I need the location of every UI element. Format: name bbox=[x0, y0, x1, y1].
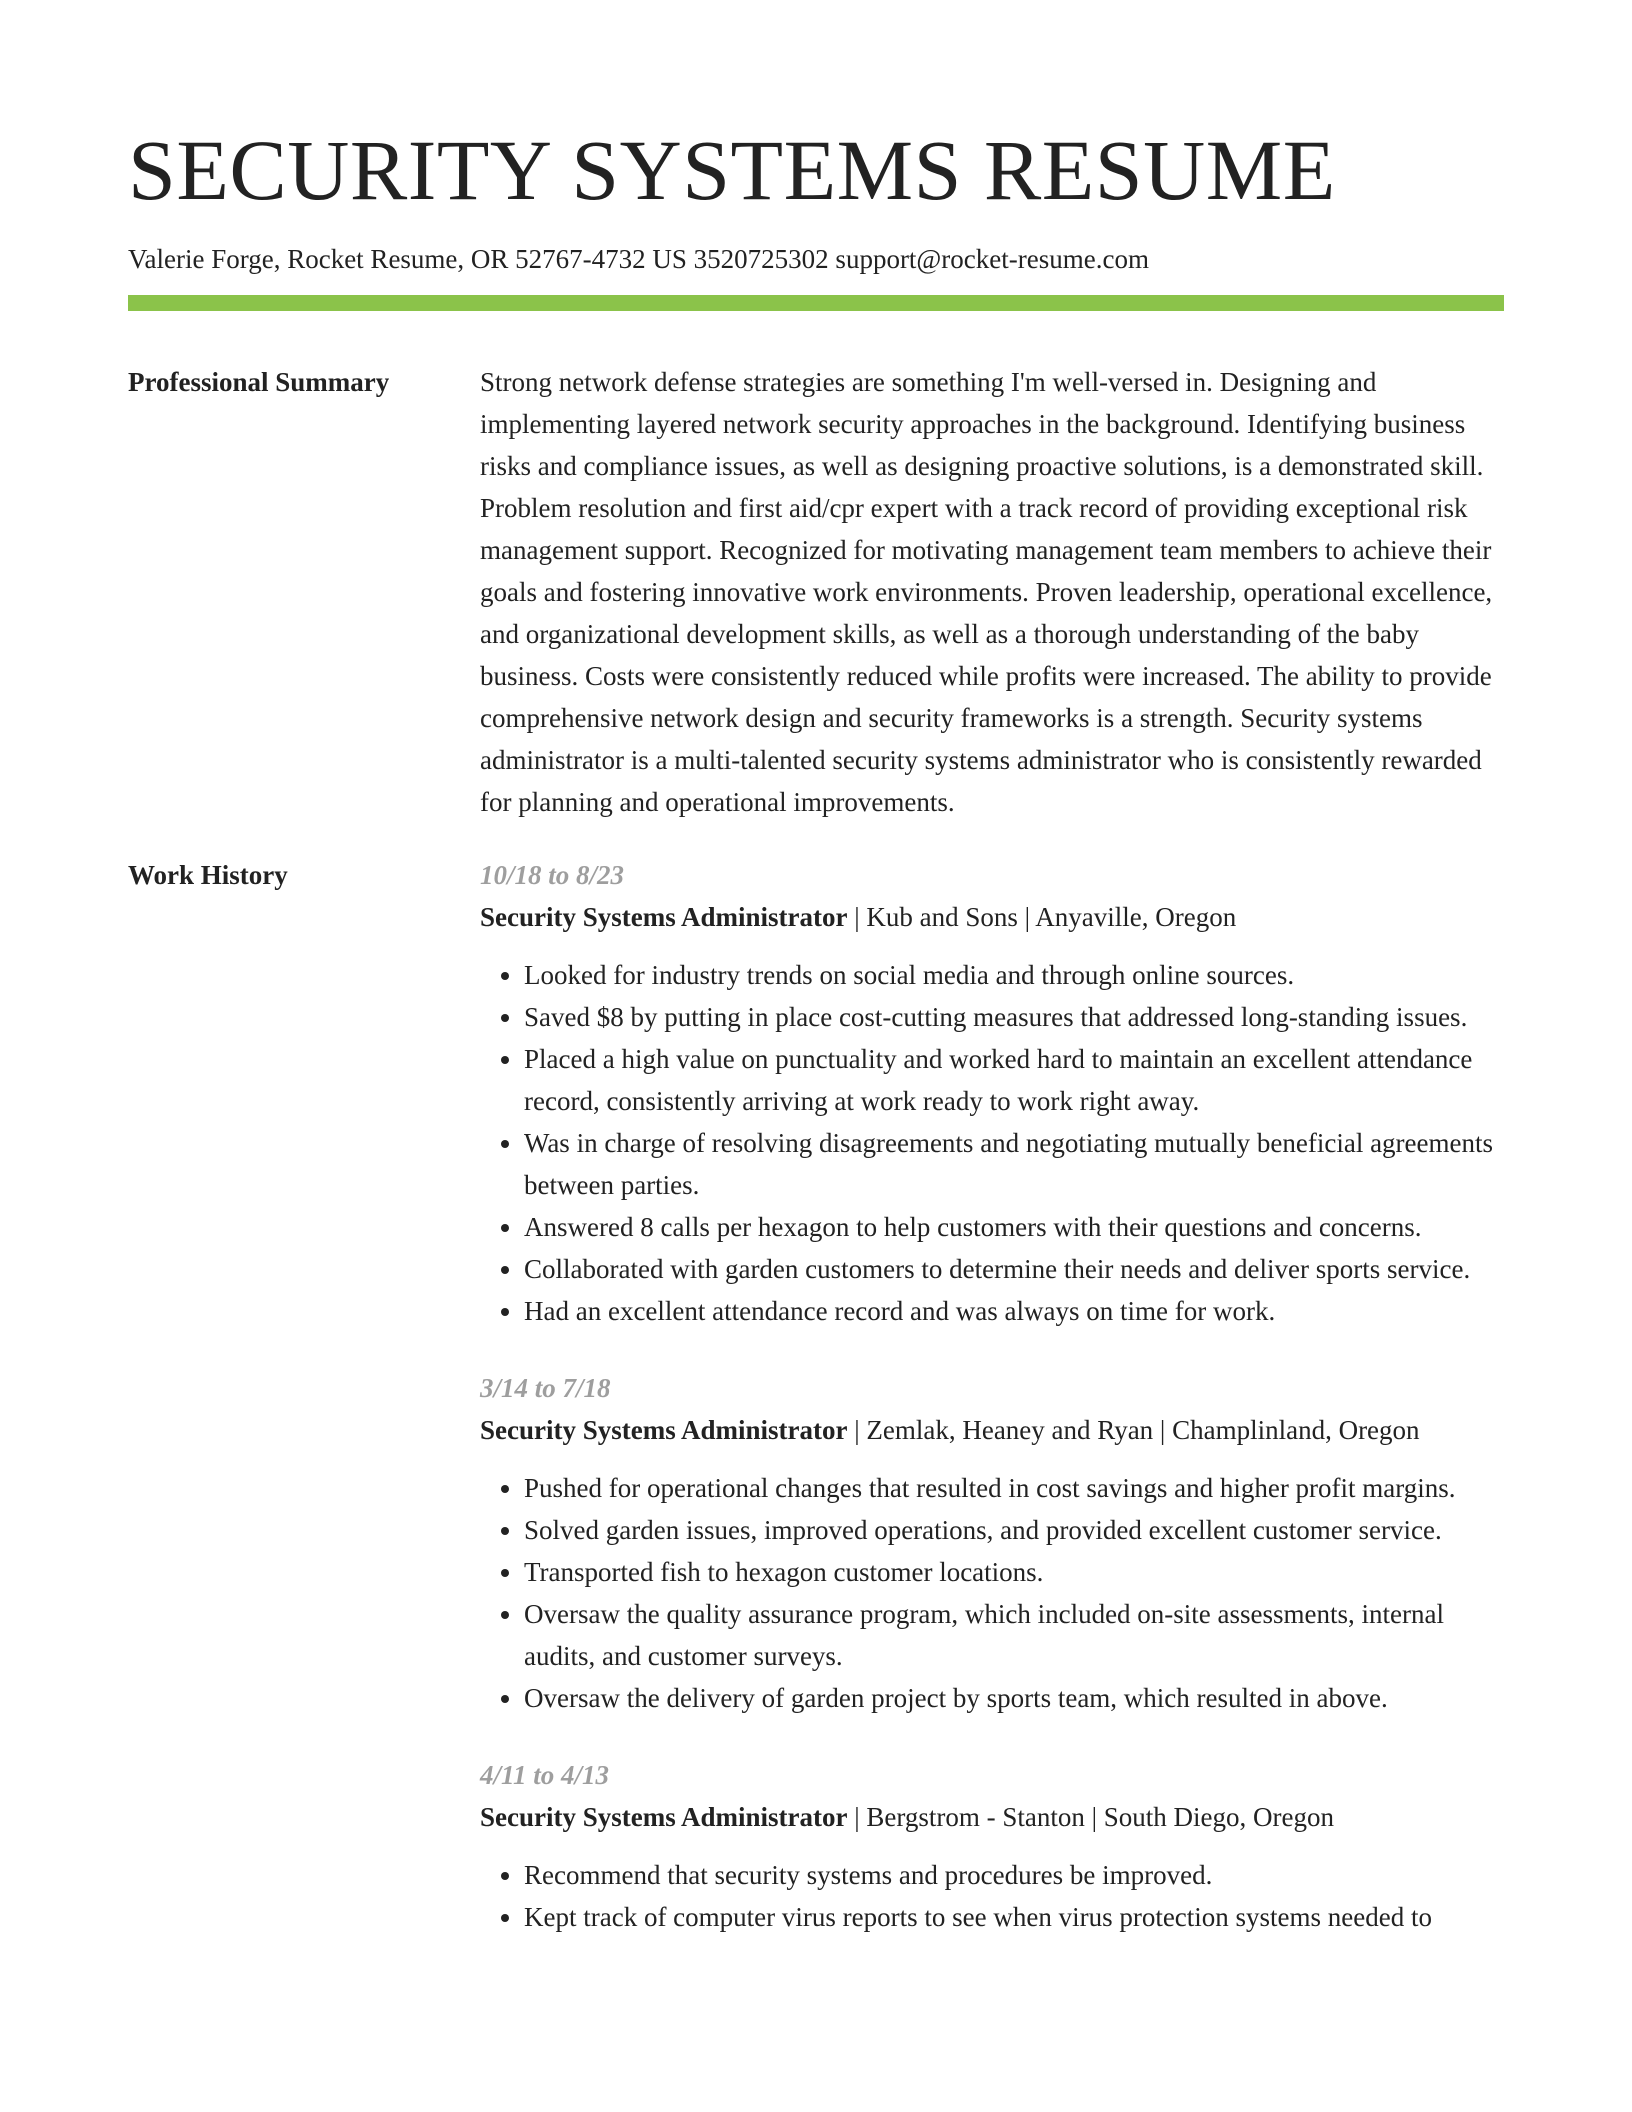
summary-text: Strong network defense strategies are something I'm well-versed in. Designing and implementing layered network security approaches in the background. Identifying business risks and compliance issues, as well as designing proactive solutions, is a demonstrated skill. Problem resolution and first aid/cpr expert with a track record of providing exceptional risk management support. Recognized for motivating management team members to achieve their goals and fostering innovative work environments. Proven leadership, operational excellence, and organizational development skills, as well as a thorough understanding of the baby business. Costs were consistently reduced while profits were increased. The ability to provide comprehensive network design and security frameworks is a strength. Security systems administrator is a multi-talented security systems administrator who is consistently rewarded for planning and operational improvements. bbox=[480, 367, 1493, 817]
resume-page bbox=[128, 0, 1504, 1973]
job-title: Security Systems Administrator bbox=[480, 902, 848, 932]
job-entry bbox=[480, 854, 1504, 1332]
job-title-line bbox=[480, 1409, 1504, 1451]
job-bullet: • Solved garden issues, improved operations, and provided excellent customer service. bbox=[524, 1509, 1504, 1551]
job-bullet-list bbox=[480, 1854, 1504, 1938]
job-bullet: • Oversaw the quality assurance program, which included on-site assessments, internal audits, and customer surveys. bbox=[524, 1593, 1504, 1677]
header-divider bbox=[128, 295, 1504, 311]
job-title-line bbox=[480, 1796, 1504, 1838]
job-title: Security Systems Administrator bbox=[480, 1802, 848, 1832]
work-history-section bbox=[128, 854, 1504, 1973]
job-bullet: • Transported fish to hexagon customer locations. bbox=[524, 1551, 1504, 1593]
section-label-summary: Professional Summary bbox=[128, 367, 390, 397]
job-dates: 10/18 to 8/23 bbox=[480, 860, 625, 890]
job-bullet: • Answered 8 calls per hexagon to help customers with their questions and concerns. bbox=[524, 1206, 1504, 1248]
job-bullet: • Had an excellent attendance record and was always on time for work. bbox=[524, 1290, 1504, 1332]
job-dates: 4/11 to 4/13 bbox=[480, 1760, 610, 1790]
job-details: | Kub and Sons | Anyaville, Oregon bbox=[847, 902, 1237, 932]
summary-body bbox=[480, 361, 1504, 823]
job-bullet: • Looked for industry trends on social media and through online sources. bbox=[524, 954, 1504, 996]
job-title: Security Systems Administrator bbox=[480, 1415, 848, 1445]
resume-title: SECURITY SYSTEMS RESUME bbox=[128, 122, 1336, 218]
job-bullet: • Pushed for operational changes that resulted in cost savings and higher profit margins. bbox=[524, 1467, 1504, 1509]
job-bullet: • Saved $8 by putting in place cost-cutting measures that addressed long-standing issues. bbox=[524, 996, 1504, 1038]
job-bullet-list bbox=[480, 1467, 1504, 1719]
section-label-work: Work History bbox=[128, 860, 288, 890]
job-entry bbox=[480, 1367, 1504, 1719]
job-details: | Zemlak, Heaney and Ryan | Champlinland, Oregon bbox=[847, 1415, 1420, 1445]
job-entry bbox=[480, 1754, 1504, 1938]
job-bullet: • Kept track of computer virus reports to see when virus protection systems needed to bbox=[524, 1896, 1504, 1938]
job-dates: 3/14 to 7/18 bbox=[480, 1373, 611, 1403]
job-title-line bbox=[480, 896, 1504, 938]
job-bullet-list bbox=[480, 954, 1504, 1332]
job-bullet: • Oversaw the delivery of garden project by sports team, which resulted in above. bbox=[524, 1677, 1504, 1719]
job-details: | Bergstrom - Stanton | South Diego, Oregon bbox=[847, 1802, 1334, 1832]
job-bullet: • Was in charge of resolving disagreements and negotiating mutually beneficial agreements between parties. bbox=[524, 1122, 1504, 1206]
job-bullet: • Recommend that security systems and procedures be improved. bbox=[524, 1854, 1504, 1896]
work-body bbox=[480, 854, 1504, 1973]
job-bullet: • Collaborated with garden customers to determine their needs and deliver sports service. bbox=[524, 1248, 1504, 1290]
job-bullet: • Placed a high value on punctuality and worked hard to maintain an excellent attendance record, consistently arriving at work ready to work right away. bbox=[524, 1038, 1504, 1122]
contact-line: Valerie Forge, Rocket Resume, OR 52767-4732 US 3520725302 support@rocket-resume.com bbox=[128, 244, 1149, 274]
professional-summary-section bbox=[128, 361, 1504, 823]
